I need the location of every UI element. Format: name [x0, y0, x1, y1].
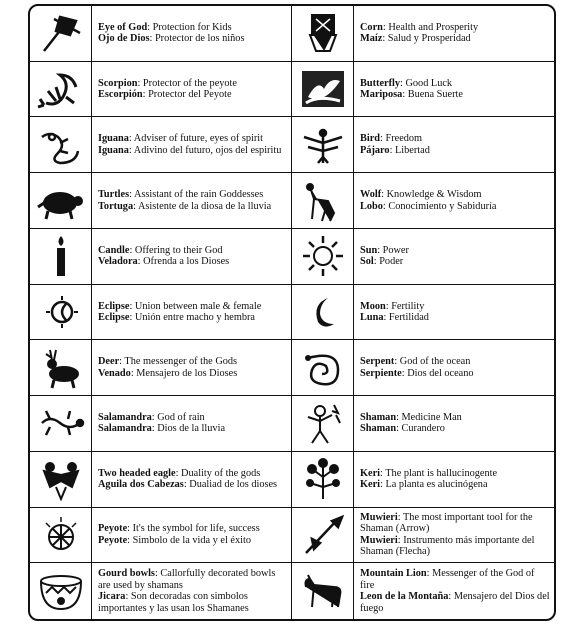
spanish-line: Muwieri: Instrumento más importante del Shaman (Flecha) — [360, 534, 535, 558]
symbol-description — [354, 133, 434, 156]
symbol-cell — [292, 340, 554, 396]
spanish-name: Maíz — [360, 33, 383, 45]
spanish-name: Muwieri — [360, 534, 398, 546]
wolf-icon — [292, 173, 354, 228]
english-name: Mountain Lion — [360, 568, 427, 580]
english-name: Iguana — [98, 133, 129, 145]
english-line: Scorpion: Protector of the peyote — [98, 77, 237, 89]
spanish-meaning: Asistente de la diosa de la lluvia — [137, 200, 272, 212]
english-meaning: The messenger of the Gods — [124, 356, 238, 368]
english-line: Serpent: God of the ocean — [360, 356, 471, 368]
english-name: Bird — [360, 133, 381, 145]
butterfly-icon — [292, 62, 354, 117]
spanish-meaning: Dios de la lluvia — [157, 423, 226, 435]
spanish-meaning: Dios del oceano — [407, 367, 474, 379]
symbol-cell — [30, 6, 292, 62]
english-meaning: Good Luck — [405, 77, 453, 89]
spanish-meaning: Salud y Prosperidad — [387, 33, 471, 45]
english-meaning: Freedom — [385, 133, 423, 145]
spanish-name: Shaman — [360, 423, 397, 435]
symbol-description — [354, 356, 478, 379]
keri-plant-icon — [292, 452, 354, 507]
moon-icon — [292, 285, 354, 340]
english-line: Mountain Lion: Messenger of the God of fire — [360, 568, 535, 591]
spanish-line: Maíz: Salud y Prosperidad — [360, 33, 471, 45]
spanish-line: Veladora: Ofrenda a los Dioses — [98, 256, 230, 268]
english-meaning: The plant is hallucinogente — [385, 467, 498, 479]
spanish-name: Ojo de Dios — [98, 33, 150, 45]
spanish-name: Tortuga — [98, 200, 134, 212]
english-name: Peyote — [98, 523, 128, 535]
symbol-cell — [292, 285, 554, 341]
spanish-line: Salamandra: Dios de la lluvia — [98, 423, 226, 435]
english-line: Butterfly: Good Luck — [360, 77, 453, 89]
english-name: Sun — [360, 244, 378, 256]
serpent-icon — [292, 340, 354, 395]
mountain-lion-icon — [292, 563, 354, 619]
symbol-description — [92, 523, 264, 546]
spanish-name: Escorpión — [98, 89, 143, 101]
spanish-meaning: Poder — [379, 256, 404, 268]
spanish-line: Serpiente: Dios del oceano — [360, 367, 474, 379]
bird-icon — [292, 117, 354, 172]
two-headed-eagle-icon — [30, 452, 92, 507]
spanish-meaning: Protector de los niños — [154, 33, 245, 45]
spanish-meaning: Dualiad de los dioses — [189, 479, 278, 491]
spanish-name: Pájaro — [360, 144, 390, 156]
symbol-description — [354, 245, 413, 268]
english-line: Candle: Offering to their God — [98, 244, 223, 256]
spanish-meaning: Adivino del futuro, ojos del espiritu — [133, 144, 282, 156]
english-name: Eclipse — [98, 300, 130, 312]
spanish-line: Eclipse: Unión entre macho y hembra — [98, 311, 255, 323]
spanish-line: Lobo: Conocimiento y Sabiduría — [360, 200, 497, 212]
symbol-description — [92, 245, 233, 268]
english-line: Deer: The messenger of the Gods — [98, 356, 238, 368]
english-line: Keri: The plant is hallucinogente — [360, 467, 498, 479]
english-meaning: Protector of the peyote — [142, 77, 237, 89]
eclipse-icon — [30, 285, 92, 340]
symbol-description — [354, 568, 554, 614]
english-meaning: Fertility — [391, 300, 425, 312]
english-name: Serpent — [360, 356, 395, 368]
spanish-name: Iguana — [98, 144, 129, 156]
english-name: Wolf — [360, 189, 382, 201]
spanish-name: Keri — [360, 479, 381, 491]
english-name: Moon — [360, 300, 386, 312]
turtle-icon — [30, 173, 92, 228]
english-line: Bird: Freedom — [360, 133, 423, 145]
spanish-name: Jicara — [98, 591, 126, 603]
symbol-cell — [292, 229, 554, 285]
english-line: Shaman: Medicine Man — [360, 412, 462, 424]
spanish-meaning: Conocimiento y Sabiduría — [388, 200, 497, 212]
english-meaning: Knowledge & Wisdom — [386, 189, 482, 201]
symbol-description — [354, 78, 467, 101]
english-name: Scorpion — [98, 77, 138, 89]
english-meaning: Callorfully decorated bowls are used by shamans — [98, 568, 276, 591]
symbol-description — [92, 22, 248, 45]
spanish-name: Salamandra — [98, 423, 152, 435]
symbols-chart — [28, 4, 556, 621]
english-line: Peyote: It's the symbol for life, success — [98, 523, 260, 535]
english-line: Salamandra: God of rain — [98, 412, 205, 424]
spanish-line: Mariposa: Buena Suerte — [360, 89, 463, 101]
iguana-icon — [30, 117, 92, 172]
english-name: Butterfly — [360, 77, 401, 89]
symbol-description — [354, 512, 554, 558]
spanish-meaning: Curandero — [401, 423, 445, 435]
symbol-cell — [30, 173, 292, 229]
symbol-description — [354, 468, 501, 491]
symbol-cell — [30, 452, 292, 508]
symbol-cell — [30, 285, 292, 341]
eye-of-god-icon — [30, 6, 92, 61]
english-line: Eye of God: Protection for Kids — [98, 21, 232, 33]
english-name: Eye of God — [98, 21, 148, 33]
spanish-name: Peyote — [98, 534, 128, 546]
english-name: Deer — [98, 356, 120, 368]
spanish-line: Luna: Fertilidad — [360, 311, 429, 323]
english-meaning: It's the symbol for life, success — [132, 523, 260, 535]
english-meaning: Adviser of future, eyes of spirit — [133, 133, 264, 145]
spanish-name: Lobo — [360, 200, 383, 212]
english-name: Salamandra — [98, 412, 152, 424]
spanish-name: Mariposa — [360, 89, 403, 101]
symbol-cell — [30, 396, 292, 452]
english-name: Two headed eagle — [98, 467, 176, 479]
candle-icon — [30, 229, 92, 284]
gourd-bowl-icon — [30, 563, 92, 619]
english-name: Gourd bowls — [98, 568, 155, 580]
english-name: Shaman — [360, 412, 397, 424]
spanish-meaning: Libertad — [395, 144, 430, 156]
spanish-name: Veladora — [98, 256, 138, 268]
symbol-cell — [292, 452, 554, 508]
english-meaning: Union between male & female — [134, 300, 262, 312]
spanish-line: Aguila dos Cabezas: Dualiad de los dioses — [98, 479, 278, 491]
symbol-cell — [292, 62, 554, 118]
spanish-name: Sol — [360, 256, 374, 268]
spanish-meaning: Mensajero de los Dioses — [136, 367, 238, 379]
symbol-description — [92, 133, 285, 156]
english-meaning: God of rain — [157, 412, 205, 424]
spanish-line: Tortuga: Asistente de la diosa de la lluvia — [98, 200, 272, 212]
english-name: Candle — [98, 244, 130, 256]
symbol-description — [92, 568, 291, 614]
symbol-cell — [292, 117, 554, 173]
sun-icon — [292, 229, 354, 284]
deer-icon — [30, 340, 92, 395]
symbol-description — [92, 356, 241, 379]
spanish-meaning: Instrumento más importante del Shaman (Flecha) — [360, 534, 535, 558]
english-meaning: Duality of the gods — [181, 467, 261, 479]
english-line: Muwieri: The most important tool for the Shaman (Arrow) — [360, 512, 533, 535]
spanish-name: Serpiente — [360, 367, 402, 379]
symbol-cell — [292, 396, 554, 452]
symbol-cell — [30, 229, 292, 285]
symbol-cell — [292, 173, 554, 229]
spanish-name: Leon de la Montaña — [360, 591, 449, 603]
symbol-description — [92, 189, 275, 212]
scorpion-icon — [30, 62, 92, 117]
symbol-description — [92, 78, 241, 101]
english-line: Sun: Power — [360, 244, 409, 256]
english-name: Keri — [360, 467, 381, 479]
spanish-line: Iguana: Adivino del futuro, ojos del espiritu — [98, 144, 282, 156]
spanish-meaning: Ofrenda a los Dioses — [143, 256, 230, 268]
spanish-line: Jicara: Son decoradas con simbolos importantes y las usan los Shamanes — [98, 591, 249, 614]
symbol-description — [354, 189, 500, 212]
corn-icon — [292, 6, 354, 61]
spanish-name: Aguila dos Cabezas — [98, 479, 184, 491]
english-name: Muwieri — [360, 512, 398, 524]
english-meaning: God of the ocean — [399, 356, 471, 368]
symbol-description — [92, 468, 281, 491]
symbol-description — [92, 301, 265, 324]
english-meaning: Health and Prosperity — [388, 21, 479, 33]
symbol-cell — [292, 508, 554, 564]
english-line: Two headed eagle: Duality of the gods — [98, 467, 261, 479]
symbol-description — [354, 22, 482, 45]
spanish-line: Ojo de Dios: Protector de los niños — [98, 33, 245, 45]
spanish-meaning: Fertilidad — [388, 311, 429, 323]
english-meaning: Messenger of the God of fire — [360, 568, 535, 591]
symbol-cell — [292, 6, 554, 62]
spanish-line: Escorpión: Protector del Peyote — [98, 89, 232, 101]
spanish-line: Peyote: Simbolo de la vida y el éxito — [98, 534, 251, 546]
spanish-name: Luna — [360, 311, 384, 323]
symbol-description — [354, 412, 466, 435]
symbol-cell — [30, 508, 292, 564]
english-meaning: The most important tool for the Shaman (Arrow) — [360, 512, 533, 535]
english-name: Corn — [360, 21, 383, 33]
symbol-cell — [292, 563, 554, 619]
english-line: Gourd bowls: Callorfully decorated bowls are used by shamans — [98, 568, 276, 591]
muwieri-arrow-icon — [292, 508, 354, 563]
spanish-line: Shaman: Curandero — [360, 423, 445, 435]
symbol-cell — [30, 340, 292, 396]
spanish-meaning: Son decoradas con simbolos importantes y las usan los Shamanes — [98, 591, 249, 614]
spanish-name: Venado — [98, 367, 131, 379]
spanish-line: Sol: Poder — [360, 256, 404, 268]
symbol-cell — [30, 117, 292, 173]
spanish-meaning: Unión entre macho y hembra — [134, 311, 255, 323]
english-line: Turtles: Assistant of the rain Goddesses — [98, 189, 264, 201]
symbol-cell — [30, 563, 292, 619]
spanish-line: Leon de la Montaña: Mensajero del Dios del fuego — [360, 591, 550, 614]
spanish-meaning: Buena Suerte — [407, 89, 463, 101]
peyote-icon — [30, 508, 92, 563]
english-line: Corn: Health and Prosperity — [360, 21, 479, 33]
spanish-line: Pájaro: Libertad — [360, 144, 430, 156]
shaman-icon — [292, 396, 354, 451]
spanish-meaning: Simbolo de la vida y el éxito — [132, 534, 251, 546]
english-meaning: Power — [382, 244, 409, 256]
english-meaning: Protection for Kids — [152, 21, 232, 33]
english-meaning: Offering to their God — [134, 244, 223, 256]
spanish-line: Venado: Mensajero de los Dioses — [98, 367, 238, 379]
english-name: Turtles — [98, 189, 130, 201]
salamander-icon — [30, 396, 92, 451]
spanish-meaning: Protector del Peyote — [148, 89, 232, 101]
english-meaning: Assistant of the rain Goddesses — [133, 189, 264, 201]
symbol-description — [354, 301, 433, 324]
english-meaning: Medicine Man — [401, 412, 462, 424]
english-line: Wolf: Knowledge & Wisdom — [360, 189, 482, 201]
spanish-meaning: La planta es alucinógena — [385, 479, 488, 491]
english-line: Iguana: Adviser of future, eyes of spirit — [98, 133, 264, 145]
english-line: Eclipse: Union between male & female — [98, 300, 262, 312]
spanish-line: Keri: La planta es alucinógena — [360, 479, 488, 491]
spanish-name: Eclipse — [98, 311, 130, 323]
spanish-meaning: Mensajero del Dios del fuego — [360, 591, 550, 614]
english-line: Moon: Fertility — [360, 300, 425, 312]
symbol-cell — [30, 62, 292, 118]
symbol-description — [92, 412, 229, 435]
